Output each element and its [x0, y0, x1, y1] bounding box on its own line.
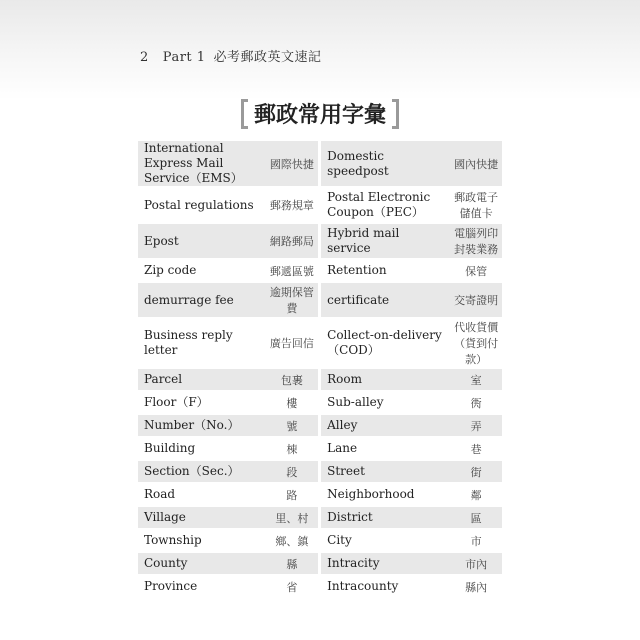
- term-en-right: [321, 438, 450, 459]
- term-zh-right-text: 鄰: [470, 488, 482, 502]
- term-en-right: [321, 576, 450, 597]
- term-zh-left: [266, 484, 318, 505]
- term-zh-right: [450, 438, 502, 459]
- term-en-left: [138, 461, 266, 482]
- term-en-left-text: Province: [144, 579, 198, 593]
- term-en-right-text: Intracounty: [327, 579, 399, 593]
- term-zh-right: [450, 484, 502, 505]
- term-zh-left: [266, 369, 318, 390]
- term-en-right-text: Postal Electronic Coupon（PEC）: [327, 190, 431, 219]
- table-row: [138, 141, 502, 186]
- term-zh-right-text: 電腦列印封裝業務: [454, 227, 499, 256]
- term-en-left: [138, 369, 266, 390]
- term-en-right: [321, 415, 450, 436]
- term-en-left-text: demurrage fee: [144, 292, 234, 307]
- part-label: Part 1: [162, 50, 206, 65]
- term-zh-left-text: 縣: [286, 557, 298, 571]
- term-en-right: [321, 141, 450, 186]
- term-en-right-text: Room: [327, 372, 363, 386]
- term-zh-right: [450, 530, 502, 551]
- term-zh-right-text: 街: [470, 465, 482, 479]
- term-en-right: [321, 188, 450, 222]
- term-en-right-text: Intracity: [327, 556, 380, 570]
- right-bracket-icon: [392, 99, 399, 129]
- table-row: [138, 319, 502, 367]
- term-en-left: [138, 283, 266, 317]
- term-en-right-text: Lane: [327, 441, 358, 455]
- term-zh-right: [450, 369, 502, 390]
- term-zh-right-text: 代收貨價（貨到付款）: [454, 321, 499, 366]
- term-zh-right: [450, 141, 502, 186]
- term-en-left-text: Business reply letter: [144, 328, 233, 357]
- term-en-left: [138, 188, 266, 222]
- term-zh-right-text: 弄: [470, 419, 482, 433]
- term-en-left-text: Number（No.）: [144, 418, 240, 432]
- term-zh-right-text: 國內快捷: [454, 157, 499, 171]
- term-zh-left: [266, 530, 318, 551]
- term-zh-left: [266, 438, 318, 459]
- term-en-left-text: Building: [144, 441, 196, 455]
- term-zh-left-text: 廣告回信: [269, 337, 314, 350]
- term-zh-right-text: 巷: [470, 442, 482, 456]
- table-row: [138, 530, 502, 551]
- term-zh-right-text: 衖: [470, 396, 482, 410]
- term-zh-right-text: 室: [470, 373, 482, 387]
- term-en-right-text: Alley: [327, 418, 358, 432]
- term-en-left: [138, 576, 266, 597]
- term-en-right: [321, 260, 450, 281]
- term-zh-right-text: 縣內: [465, 580, 488, 594]
- term-zh-right-text: 保管: [465, 264, 488, 278]
- term-en-left: [138, 319, 266, 367]
- term-en-left-text: Township: [144, 533, 202, 547]
- term-en-right: [321, 507, 450, 528]
- term-en-right-text: certificate: [327, 292, 390, 307]
- term-en-left: [138, 260, 266, 281]
- term-en-left: [138, 141, 266, 186]
- term-zh-right: [450, 392, 502, 413]
- term-zh-right-text: 市: [470, 534, 482, 548]
- term-en-right-text: Street: [327, 464, 365, 478]
- term-en-left-text: Postal regulations: [144, 197, 254, 212]
- term-zh-right: [450, 553, 502, 574]
- table-row: [138, 438, 502, 459]
- term-zh-left-text: 郵務規章: [269, 199, 314, 212]
- term-zh-right-text: 區: [470, 511, 482, 525]
- term-en-left-text: Section（Sec.）: [144, 464, 240, 478]
- term-zh-left-text: 國際快捷: [269, 157, 314, 171]
- term-zh-right: [450, 319, 502, 367]
- term-en-left: [138, 438, 266, 459]
- term-en-left-text: Road: [144, 487, 176, 501]
- term-zh-left: [266, 319, 318, 367]
- term-zh-right: [450, 224, 502, 258]
- term-en-right: [321, 224, 450, 258]
- term-en-right-text: Neighborhood: [327, 487, 415, 501]
- term-zh-right: [450, 507, 502, 528]
- term-zh-left-text: 逾期保管費: [269, 286, 314, 315]
- section-title-box: [241, 98, 399, 129]
- term-zh-left: [266, 141, 318, 186]
- left-bracket-icon: [241, 99, 248, 129]
- term-en-right: [321, 369, 450, 390]
- term-zh-left: [266, 283, 318, 317]
- term-zh-left-text: 包裹: [280, 373, 303, 387]
- term-zh-right-text: 市內: [465, 557, 488, 571]
- term-en-right: [321, 530, 450, 551]
- term-en-right: [321, 461, 450, 482]
- term-en-left: [138, 553, 266, 574]
- term-zh-right: [450, 576, 502, 597]
- term-zh-left: [266, 415, 318, 436]
- term-zh-left-text: 鄉、鎮: [275, 534, 309, 548]
- table-row: [138, 369, 502, 390]
- term-en-left: [138, 224, 266, 258]
- term-en-left: [138, 415, 266, 436]
- term-en-right: [321, 553, 450, 574]
- term-en-right-text: Domestic speedpost: [327, 148, 389, 178]
- term-zh-left: [266, 553, 318, 574]
- table-row: [138, 507, 502, 528]
- term-zh-left: [266, 188, 318, 222]
- term-en-left-text: County: [144, 556, 188, 570]
- term-zh-right: [450, 188, 502, 222]
- page-number: 2: [140, 50, 149, 65]
- term-en-left: [138, 507, 266, 528]
- term-en-left-text: Floor（F）: [144, 395, 209, 409]
- term-zh-left-text: 路: [286, 488, 298, 502]
- term-zh-left-text: 棟: [286, 442, 298, 456]
- term-en-right-text: Hybrid mail service: [327, 226, 400, 255]
- table-row: [138, 415, 502, 436]
- term-en-right-text: Sub-alley: [327, 395, 384, 409]
- table-row: [138, 461, 502, 482]
- term-zh-left: [266, 260, 318, 281]
- term-zh-left-text: 省: [286, 580, 298, 594]
- table-row: [138, 553, 502, 574]
- term-zh-left: [266, 392, 318, 413]
- term-en-right: [321, 392, 450, 413]
- term-en-left: [138, 392, 266, 413]
- term-en-left: [138, 484, 266, 505]
- table-row: [138, 576, 502, 597]
- term-zh-left: [266, 224, 318, 258]
- term-zh-right-text: 交寄證明: [454, 294, 499, 307]
- term-en-right: [321, 319, 450, 367]
- term-en-left-text: Epost: [144, 233, 179, 248]
- term-zh-left-text: 段: [286, 465, 298, 479]
- term-en-right-text: Retention: [327, 263, 387, 277]
- term-zh-left: [266, 461, 318, 482]
- term-en-left: [138, 530, 266, 551]
- term-en-left-text: International Express Mail Service（EMS）: [144, 141, 243, 185]
- running-header: [140, 46, 322, 65]
- vocab-table-body: [138, 141, 502, 597]
- vocab-table: [138, 139, 502, 599]
- table-row: [138, 188, 502, 222]
- term-zh-right: [450, 283, 502, 317]
- term-en-right-text: Collect-on-delivery（COD）: [327, 328, 442, 357]
- term-en-right: [321, 283, 450, 317]
- book-title: 必考郵政英文速記: [213, 50, 322, 65]
- vocab-table-area: [138, 139, 502, 599]
- term-zh-left: [266, 507, 318, 528]
- table-row: [138, 283, 502, 317]
- term-zh-left-text: 號: [286, 419, 298, 433]
- term-zh-left-text: 樓: [286, 396, 298, 410]
- term-en-left-text: Zip code: [144, 263, 197, 277]
- table-row: [138, 392, 502, 413]
- term-zh-right-text: 郵政電子儲值卡: [454, 191, 499, 220]
- term-zh-left: [266, 576, 318, 597]
- term-en-right-text: City: [327, 533, 352, 547]
- term-en-right: [321, 484, 450, 505]
- term-zh-right: [450, 415, 502, 436]
- section-title: 郵政常用字彙: [253, 103, 386, 128]
- table-row: [138, 484, 502, 505]
- table-row: [138, 260, 502, 281]
- term-zh-left-text: 網路郵局: [269, 235, 314, 248]
- term-zh-right: [450, 461, 502, 482]
- section-title-wrap: [0, 98, 640, 129]
- term-zh-right: [450, 260, 502, 281]
- table-row: [138, 224, 502, 258]
- term-en-left-text: Village: [144, 510, 186, 524]
- term-en-left-text: Parcel: [144, 372, 183, 386]
- term-zh-left-text: 里、村: [275, 511, 309, 525]
- term-zh-left-text: 郵遞區號: [269, 264, 314, 278]
- term-en-right-text: District: [327, 510, 373, 524]
